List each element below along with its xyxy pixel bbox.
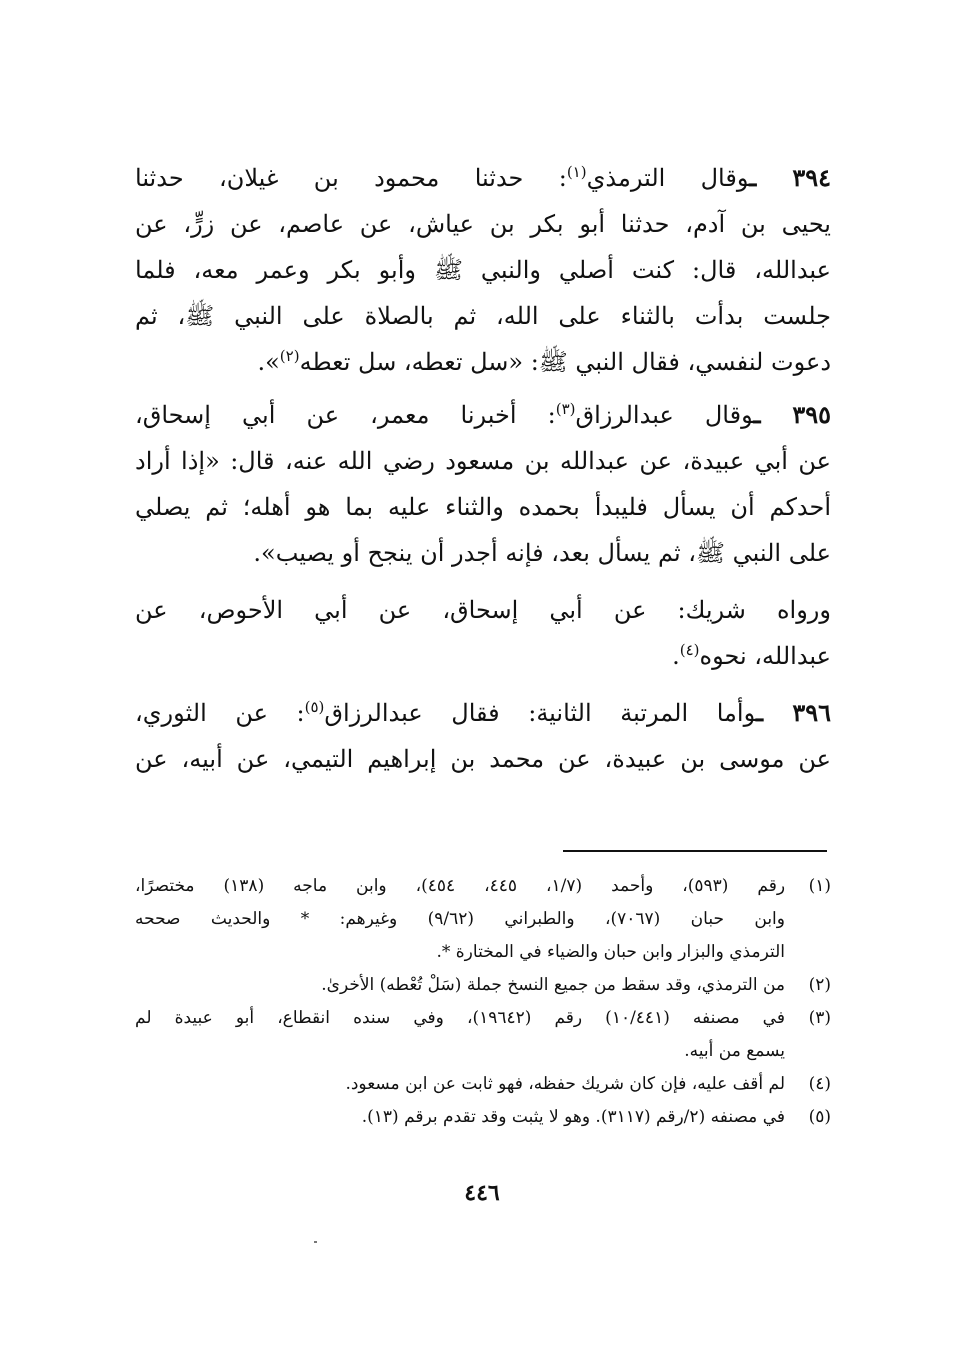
hadith-number: ٣٩٦ ـ: [755, 698, 831, 727]
text-line: دعوت لنفسي، فقال النبي ﷺ: «سل تعطه، سل تعطه$^{(٢)}$».: [257, 347, 831, 376]
text-line: عبدالله، قال: كنت أصلي والنبي ﷺ وأبو بكر وعمر معه، فلما: [135, 256, 831, 284]
scan-speck: [314, 1241, 317, 1243]
text-line: عن موسى بن عبيدة، عن محمد بن إبراهيم التيمي، عن أبيه، عن: [135, 745, 831, 773]
text-line: أحدكم أن يسأل فليبدأ بحمده والثناء عليه بما هو أهله؛ ثم يصلي: [135, 493, 831, 521]
footnote-5: (٥) في مصنفه (٢/رقم (٣١١٧). وهو لا يثبت وقد تقدم برقم (١٣).: [135, 1101, 831, 1134]
footnote-2: (٢) من الترمذي، وقد سقط من جميع النسخ جملة (سَلْ تُعْطه) الأخرىٰ.: [135, 969, 831, 1002]
paragraph-396: [135, 690, 831, 782]
paragraph-394: [135, 155, 831, 385]
text-line: ٣٩٥ ـوقال عبدالرزاق$^{(٣)}$: أخبرنا معمر، عن أبي إسحاق،: [135, 400, 831, 429]
footnote-number: (٥): [808, 1107, 831, 1127]
footnote-3-line: يسمع من أبيه.: [684, 1041, 785, 1061]
footnote-number: (٣): [808, 1008, 831, 1028]
page-number: ٤٤٦: [464, 1180, 500, 1206]
footnote-number: (٢): [808, 975, 831, 995]
footnotes: [135, 870, 831, 1134]
text-line: عن أبي عبيدة، عن عبدالله بن مسعود رضي الله عنه، قال: «إذا أراد: [135, 447, 831, 475]
footnote-1-line: الترمذي والبزار وابن حبان والضياء في المختارة *.: [436, 942, 785, 962]
text-line: عبدالله، نحوه$^{(٤)}$.: [672, 641, 831, 670]
footnote-ref[interactable]: (٢): [279, 347, 300, 365]
footnote-1: (١) رقم (٥٩٣)، وأحمد (١/٧، ٤٤٥، ٤٥٤)، وابن ماجه (١٣٨) مختصرًا،: [135, 870, 831, 903]
footnote-ref[interactable]: (٥): [304, 698, 325, 716]
footnote-number: (٤): [808, 1074, 831, 1094]
text-line: على النبي ﷺ، ثم يسأل بعد، فإنه أجدر أن ينجح أو يصيب».: [253, 539, 831, 567]
text-line: ٣٩٦ ـوأما المرتبة الثانية: فقال عبدالرزاق$^{(٥)}$: عن الثوري،: [135, 698, 831, 727]
footnote-number: (١): [808, 876, 831, 896]
footnote-ref[interactable]: (١): [566, 163, 587, 181]
footnote-1-line: وابن حبان (٧٠٦٧)، والطبراني (٩/٦٢) وغيرهم: * والحديث صححه: [135, 909, 785, 929]
footnote-ref[interactable]: (٤): [679, 641, 700, 659]
hadith-number: ٣٩٥ ـ: [753, 400, 831, 429]
text-line: ٣٩٤ ـوقال الترمذي$^{(١)}$: حدثنا محمود بن غيلان، حدثنا: [135, 163, 831, 192]
footnote-separator: [563, 850, 827, 852]
footnote-ref[interactable]: (٣): [555, 400, 576, 418]
footnote-4: (٤) لم أقف عليه، فإن كان شريك حفظه، فهو ثابت عن ابن مسعود.: [135, 1068, 831, 1101]
hadith-number: ٣٩٤ ـ: [749, 163, 831, 192]
paragraph-riwaya: [135, 587, 831, 679]
text-line: جلست بدأت بالثناء على الله، ثم بالصلاة على النبي ﷺ، ثم: [135, 302, 831, 330]
text-line: ورواه شريك: عن أبي إسحاق، عن أبي الأحوص، عن: [135, 596, 831, 624]
paragraph-395: [135, 392, 831, 576]
footnote-3: (٣) في مصنفه (١٠/٤٤١) رقم (١٩٦٤٢)، وفي سنده انقطاع، أبو عبيدة لم: [135, 1002, 831, 1035]
text-line: يحيى بن آدم، حدثنا أبو بكر بن عياش، عن عاصم، عن زرٍّ، عن: [135, 210, 831, 238]
